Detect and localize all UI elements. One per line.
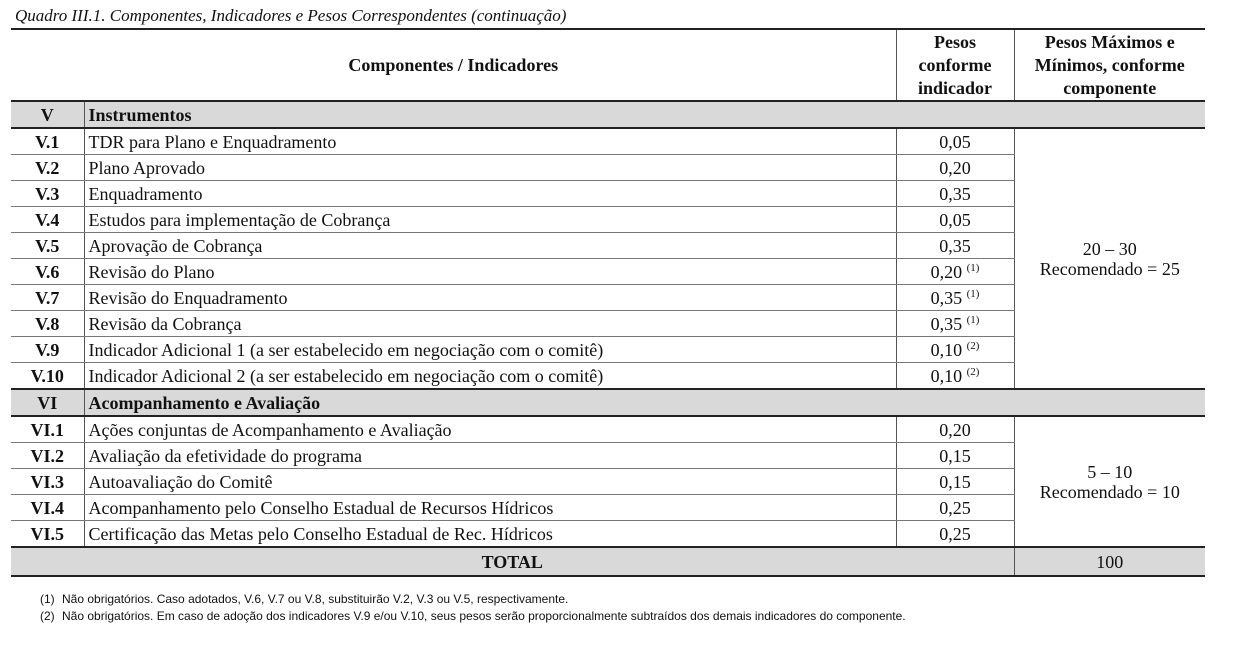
header-componentes: Componentes / Indicadores	[11, 29, 896, 101]
weight-value: 0,35	[930, 287, 963, 308]
footnote-ref: (2)	[966, 339, 980, 352]
weight-value: 0,15	[939, 445, 971, 466]
weight-value: 0,20	[939, 419, 971, 440]
indicator-weight	[896, 311, 1014, 337]
indicator-code: VI.1	[11, 416, 84, 443]
weight-value: 0,10	[930, 365, 963, 386]
header-max-line-2: Mínimos, conforme	[1034, 54, 1185, 75]
header-max-line-1: Pesos Máximos e	[1044, 31, 1175, 52]
weight-value: 0,35	[939, 183, 971, 204]
indicators-table	[11, 28, 1205, 577]
indicator-name: Ações conjuntas de Acompanhamento e Avaliação	[84, 416, 896, 443]
indicator-code: V.9	[11, 337, 84, 363]
indicator-name: Revisão do Enquadramento	[84, 285, 896, 311]
weight-recommended: Recomendado = 25	[1039, 258, 1180, 279]
table-caption: Quadro III.1. Componentes, Indicadores e Pesos Correspondentes (continuação)	[15, 6, 567, 25]
indicator-name: Revisão da Cobrança	[84, 311, 896, 337]
footnote-ref: (1)	[966, 313, 980, 326]
indicator-code: V.3	[11, 181, 84, 207]
weight-value: 0,05	[939, 209, 971, 230]
indicator-weight	[896, 363, 1014, 390]
footnote-text: Não obrigatórios. Caso adotados, V.6, V.7 ou V.8, substituirão V.2, V.3 ou V.5, respectivamente.	[62, 592, 569, 606]
header-pesos-line-1: Pesos	[934, 31, 977, 52]
weight-range: 5 – 10	[1087, 461, 1133, 482]
indicator-weight	[896, 128, 1014, 155]
weight-value: 0,05	[939, 131, 971, 152]
indicator-code: V.10	[11, 363, 84, 390]
weight-recommended: Recomendado = 10	[1039, 481, 1180, 502]
indicator-row	[11, 128, 1205, 155]
section-code: V	[11, 101, 84, 128]
indicator-code: V.5	[11, 233, 84, 259]
weight-value: 0,35	[939, 235, 971, 256]
indicator-weight	[896, 469, 1014, 495]
indicator-code: V.1	[11, 128, 84, 155]
table-header-row	[11, 29, 1205, 101]
header-pesos-componente	[1014, 29, 1205, 101]
indicator-name: Plano Aprovado	[84, 155, 896, 181]
indicator-code: VI.2	[11, 443, 84, 469]
indicator-name: Autoavaliação do Comitê	[84, 469, 896, 495]
indicator-name: TDR para Plano e Enquadramento	[84, 128, 896, 155]
total-row	[11, 547, 1205, 576]
component-weight-range	[1014, 416, 1205, 547]
weight-value: 0,20	[930, 261, 963, 282]
indicator-weight	[896, 155, 1014, 181]
footnote-ref: (2)	[966, 365, 980, 378]
weight-value: 0,25	[939, 523, 971, 544]
footnote-ref: (1)	[966, 261, 980, 274]
header-max-line-3: componente	[1063, 77, 1157, 98]
section-code: VI	[11, 389, 84, 416]
indicator-name: Revisão do Plano	[84, 259, 896, 285]
indicator-weight	[896, 416, 1014, 443]
section-row	[11, 389, 1205, 416]
footnote-ref: (1)	[966, 287, 980, 300]
footnotes	[40, 591, 906, 625]
indicator-row	[11, 416, 1205, 443]
indicator-weight	[896, 285, 1014, 311]
indicator-code: VI.5	[11, 521, 84, 548]
footnote-text: Não obrigatórios. Em caso de adoção dos indicadores V.9 e/ou V.10, seus pesos serão proporcionalmente subtraídos dos demais indicadores do componente.	[62, 609, 906, 623]
indicator-weight	[896, 233, 1014, 259]
weight-value: 0,10	[930, 339, 963, 360]
indicator-code: V.7	[11, 285, 84, 311]
table-body	[11, 101, 1205, 547]
section-title: Acompanhamento e Avaliação	[84, 389, 1205, 416]
indicator-name: Enquadramento	[84, 181, 896, 207]
indicator-code: V.4	[11, 207, 84, 233]
weight-value: 0,25	[939, 497, 971, 518]
header-pesos-indicador	[896, 29, 1014, 101]
header-pesos-line-3: indicador	[918, 77, 993, 98]
indicator-weight	[896, 521, 1014, 548]
footnote-number: (1)	[40, 592, 55, 606]
section-title: Instrumentos	[84, 101, 1205, 128]
indicator-name: Avaliação da efetividade do programa	[84, 443, 896, 469]
indicator-name: Indicador Adicional 1 (a ser estabelecido em negociação com o comitê)	[84, 337, 896, 363]
indicator-name: Indicador Adicional 2 (a ser estabelecido em negociação com o comitê)	[84, 363, 896, 390]
indicator-weight	[896, 259, 1014, 285]
indicator-code: V.2	[11, 155, 84, 181]
indicator-code: VI.4	[11, 495, 84, 521]
section-row	[11, 101, 1205, 128]
weight-value: 0,15	[939, 471, 971, 492]
indicator-name: Aprovação de Cobrança	[84, 233, 896, 259]
total-value: 100	[1014, 547, 1205, 576]
header-pesos-line-2: conforme	[918, 54, 992, 75]
indicator-weight	[896, 207, 1014, 233]
weight-value: 0,20	[939, 157, 971, 178]
indicator-code: V.6	[11, 259, 84, 285]
component-weight-range	[1014, 128, 1205, 389]
indicator-weight	[896, 181, 1014, 207]
weight-value: 0,35	[930, 313, 963, 334]
indicator-name: Acompanhamento pelo Conselho Estadual de Recursos Hídricos	[84, 495, 896, 521]
footnote	[40, 591, 906, 608]
indicator-weight	[896, 443, 1014, 469]
indicator-code: V.8	[11, 311, 84, 337]
indicator-code: VI.3	[11, 469, 84, 495]
footnote-number: (2)	[40, 609, 55, 623]
total-label: TOTAL	[11, 547, 1014, 576]
indicator-weight	[896, 337, 1014, 363]
weight-range: 20 – 30	[1082, 238, 1137, 259]
indicator-name: Certificação das Metas pelo Conselho Estadual de Rec. Hídricos	[84, 521, 896, 548]
indicator-weight	[896, 495, 1014, 521]
footnote	[40, 608, 906, 625]
indicator-name: Estudos para implementação de Cobrança	[84, 207, 896, 233]
